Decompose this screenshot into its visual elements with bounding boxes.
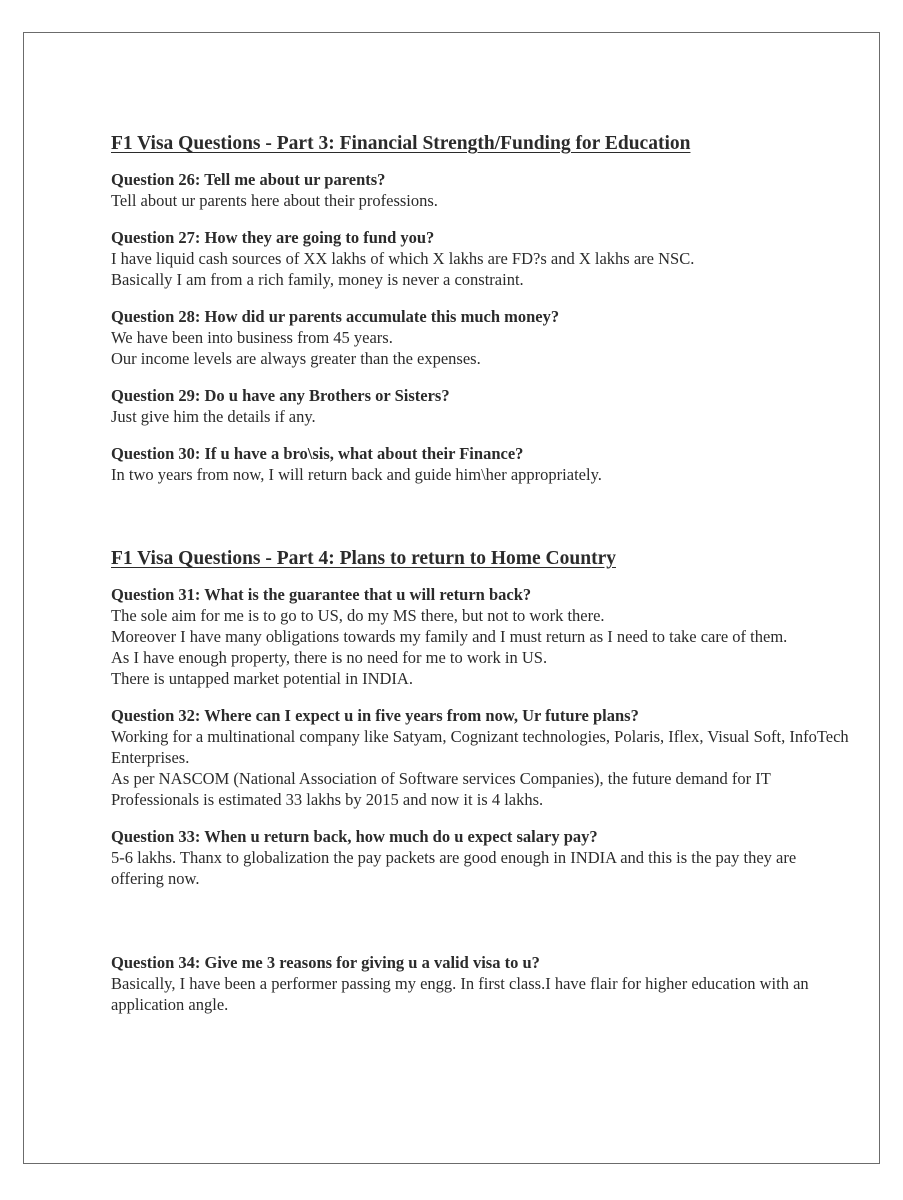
- section-part-3: [111, 133, 851, 485]
- qa-item-29: [111, 385, 851, 427]
- answer-line: We have been into business from 45 years.: [111, 328, 393, 347]
- section-title: F1 Visa Questions - Part 3: Financial Strength/Funding for Education: [111, 133, 691, 154]
- answer-line: Basically I am from a rich family, money is never a constraint.: [111, 270, 524, 289]
- section-spacer: [111, 905, 851, 952]
- answer-line: In two years from now, I will return back and guide him\her appropriately.: [111, 465, 602, 484]
- answer-line: There is untapped market potential in INDIA.: [111, 669, 413, 688]
- question: Question 33: When u return back, how much do u expect salary pay?: [111, 827, 598, 846]
- answer-line: Tell about ur parents here about their professions.: [111, 191, 438, 210]
- question: Question 28: How did ur parents accumulate this much money?: [111, 307, 560, 326]
- answer-line: As per NASCOM (National Association of Software services Companies), the future demand for IT Professionals is estimated 33 lakhs by 2015 and now it is 4 lakhs.: [111, 769, 771, 809]
- question: Question 31: What is the guarantee that u will return back?: [111, 585, 532, 604]
- question: Question 34: Give me 3 reasons for giving u a valid visa to u?: [111, 953, 540, 972]
- qa-item-27: [111, 227, 851, 290]
- answer-line: I have liquid cash sources of XX lakhs of which X lakhs are FD?s and X lakhs are NSC.: [111, 249, 695, 268]
- qa-item-33: [111, 826, 851, 889]
- section-title: F1 Visa Questions - Part 4: Plans to return to Home Country: [111, 548, 616, 569]
- document-content: [111, 133, 851, 1031]
- question: Question 30: If u have a bro\sis, what about their Finance?: [111, 444, 524, 463]
- question: Question 32: Where can I expect u in five years from now, Ur future plans?: [111, 706, 639, 725]
- answer-line: Basically, I have been a performer passing my engg. In first class.I have flair for higher education with an application angle.: [111, 974, 809, 1014]
- section-part-4: [111, 548, 851, 1015]
- question: Question 29: Do u have any Brothers or Sisters?: [111, 386, 450, 405]
- section-spacer: [111, 501, 851, 548]
- qa-item-28: [111, 306, 851, 369]
- question: Question 26: Tell me about ur parents?: [111, 170, 386, 189]
- qa-item-32: [111, 705, 851, 810]
- question: Question 27: How they are going to fund you?: [111, 228, 435, 247]
- qa-item-31: [111, 584, 851, 689]
- answer-line: The sole aim for me is to go to US, do my MS there, but not to work there.: [111, 606, 605, 625]
- qa-item-30: [111, 443, 851, 485]
- answer-line: Our income levels are always greater than the expenses.: [111, 349, 481, 368]
- answer-line: As I have enough property, there is no need for me to work in US.: [111, 648, 548, 667]
- answer-line: Just give him the details if any.: [111, 407, 316, 426]
- qa-item-26: [111, 169, 851, 211]
- answer-line: 5-6 lakhs. Thanx to globalization the pay packets are good enough in INDIA and this is the pay they are offering now.: [111, 848, 797, 888]
- qa-item-34: [111, 952, 851, 1015]
- answer-line: Moreover I have many obligations towards my family and I must return as I need to take care of them.: [111, 627, 788, 646]
- answer-line: Working for a multinational company like Satyam, Cognizant technologies, Polaris, Iflex, Visual Soft, InfoTech Enterprises.: [111, 727, 849, 767]
